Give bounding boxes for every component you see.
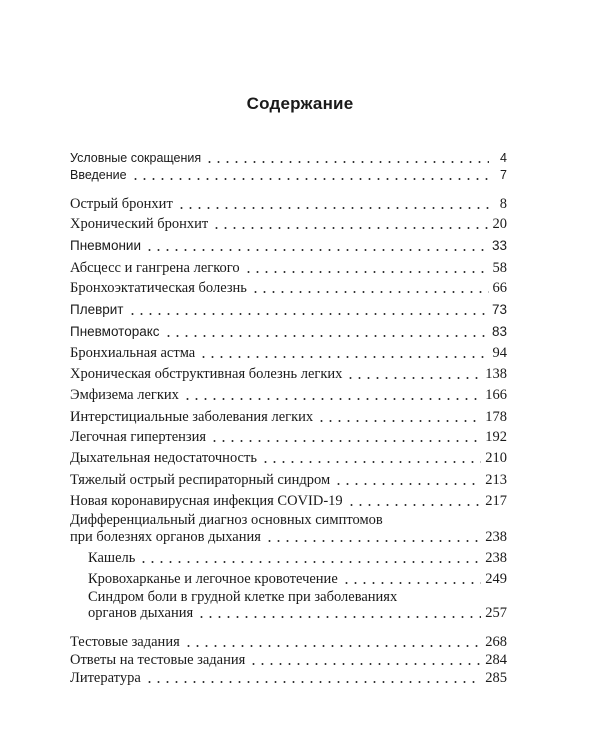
toc-entry-page: 94 [492, 345, 507, 361]
dot-leader [265, 540, 481, 542]
toc-entry-page: 73 [491, 302, 507, 317]
toc-entry-page: 83 [491, 324, 507, 339]
toc-entry-page: 213 [485, 472, 507, 488]
dot-leader [210, 440, 481, 442]
toc-subentry [88, 571, 507, 587]
toc-entry-title: Легочная гипертензия [70, 429, 207, 445]
toc-entry [70, 150, 507, 166]
dot-leader [346, 377, 481, 379]
toc-entry [70, 450, 507, 466]
toc-entry-page: 138 [485, 366, 507, 382]
toc-entry-title-line1: Синдром боли в грудной клетке при заболеваниях [88, 589, 398, 605]
toc-entry [70, 652, 507, 668]
toc-entry-title: Литература [70, 670, 141, 686]
dot-leader [184, 645, 482, 647]
toc-entry-page: 20 [492, 216, 507, 232]
toc-entry-page: 285 [485, 670, 507, 686]
toc-entry-page: 217 [485, 493, 507, 509]
dot-leader [205, 161, 489, 163]
toc-entry [70, 472, 507, 488]
toc-entry [70, 238, 507, 254]
dot-leader [347, 504, 482, 506]
toc-entry-page: 238 [485, 529, 507, 545]
toc-entry-title: Тяжелый острый респираторный синдром [70, 472, 331, 488]
toc-entry-title: Новая коронавирусная инфекция COVID-19 [70, 493, 343, 509]
toc-entry-page: 58 [492, 260, 507, 276]
toc-entry-title: Дыхательная недостаточность [70, 450, 257, 466]
toc-entry-page: 178 [485, 409, 507, 425]
toc-entry [70, 387, 507, 403]
toc-entry [70, 409, 507, 425]
toc-entry [70, 429, 507, 445]
toc-entry [70, 196, 507, 212]
toc-entry-page: 284 [485, 652, 507, 668]
toc-entry [70, 302, 507, 318]
toc-entry-title: Бронхиальная астма [70, 345, 196, 361]
toc-entry-title-line1: Дифференциальный диагноз основных симптомов [70, 512, 383, 528]
toc-entry [70, 324, 507, 340]
toc-entry [70, 529, 507, 545]
toc-entry [70, 366, 507, 382]
toc-entry-title: Абсцесс и гангрена легкого [70, 260, 240, 276]
dot-leader [244, 271, 489, 273]
dot-leader [317, 420, 481, 422]
toc-entry-title: Ответы на тестовые задания [70, 652, 246, 668]
page-title: Содержание [246, 94, 354, 113]
toc-entry [70, 670, 507, 686]
toc-entry-page: 33 [491, 238, 507, 253]
dot-leader [139, 561, 481, 563]
toc-entry-title: Бронхоэктатическая болезнь [70, 280, 247, 296]
dot-leader [342, 582, 482, 584]
toc-entry-page: 7 [500, 168, 507, 182]
toc-entry [70, 216, 507, 232]
toc-entry-page: 4 [500, 151, 507, 165]
dot-leader [334, 483, 481, 485]
dot-leader [261, 461, 481, 463]
toc-entry-title: Тестовые задания [70, 634, 180, 650]
dot-leader [145, 249, 488, 251]
dot-leader [164, 335, 488, 337]
dot-leader [145, 681, 481, 683]
toc-entry [70, 167, 507, 183]
toc-entry-page: 166 [485, 387, 507, 403]
toc-entry-title: Эмфизема легких [70, 387, 179, 403]
dot-leader [212, 227, 488, 229]
toc-entry-title: Кашель [88, 550, 136, 566]
toc-entry-page: 268 [485, 634, 507, 650]
toc-entry-title: Хронический бронхит [70, 216, 209, 232]
dot-leader [197, 616, 481, 618]
dot-leader [128, 313, 488, 315]
toc-entry [70, 280, 507, 296]
dot-leader [199, 356, 488, 358]
toc-entry-title: Пневмоторакс [70, 324, 160, 339]
toc-entry-title: Кровохарканье и легочное кровотечение [88, 571, 338, 587]
toc-entry-title: Интерстициальные заболевания легких [70, 409, 314, 425]
toc-entry-page: 249 [485, 571, 507, 587]
toc-entry-page: 210 [485, 450, 507, 466]
toc-entry [70, 260, 507, 276]
toc-entry-title: Острый бронхит [70, 196, 173, 212]
toc-entry-page: 8 [499, 196, 507, 212]
toc-entry-page: 257 [485, 605, 507, 621]
toc-entry-title: Введение [70, 168, 127, 182]
toc-entry [70, 345, 507, 361]
toc-entry-title: Пневмонии [70, 238, 142, 253]
toc-subentry [88, 605, 507, 621]
dot-leader [183, 398, 481, 400]
toc-entry-page: 238 [485, 550, 507, 566]
dot-leader [131, 178, 489, 180]
toc-entry-page: 66 [492, 280, 507, 296]
toc-entry [70, 634, 507, 650]
dot-leader [251, 291, 489, 293]
dot-leader [177, 207, 489, 209]
toc-entry-title: органов дыхания [88, 605, 194, 621]
toc-entry [70, 493, 507, 509]
toc-entry-page: 192 [485, 429, 507, 445]
toc-entry-title: Плеврит [70, 302, 124, 317]
toc-subentry [88, 550, 507, 566]
toc-entry-title: Хроническая обструктивная болезнь легких [70, 366, 343, 382]
toc-entry-title: Условные сокращения [70, 151, 202, 165]
dot-leader [249, 663, 481, 665]
toc-entry-title: при болезнях органов дыхания [70, 529, 261, 545]
